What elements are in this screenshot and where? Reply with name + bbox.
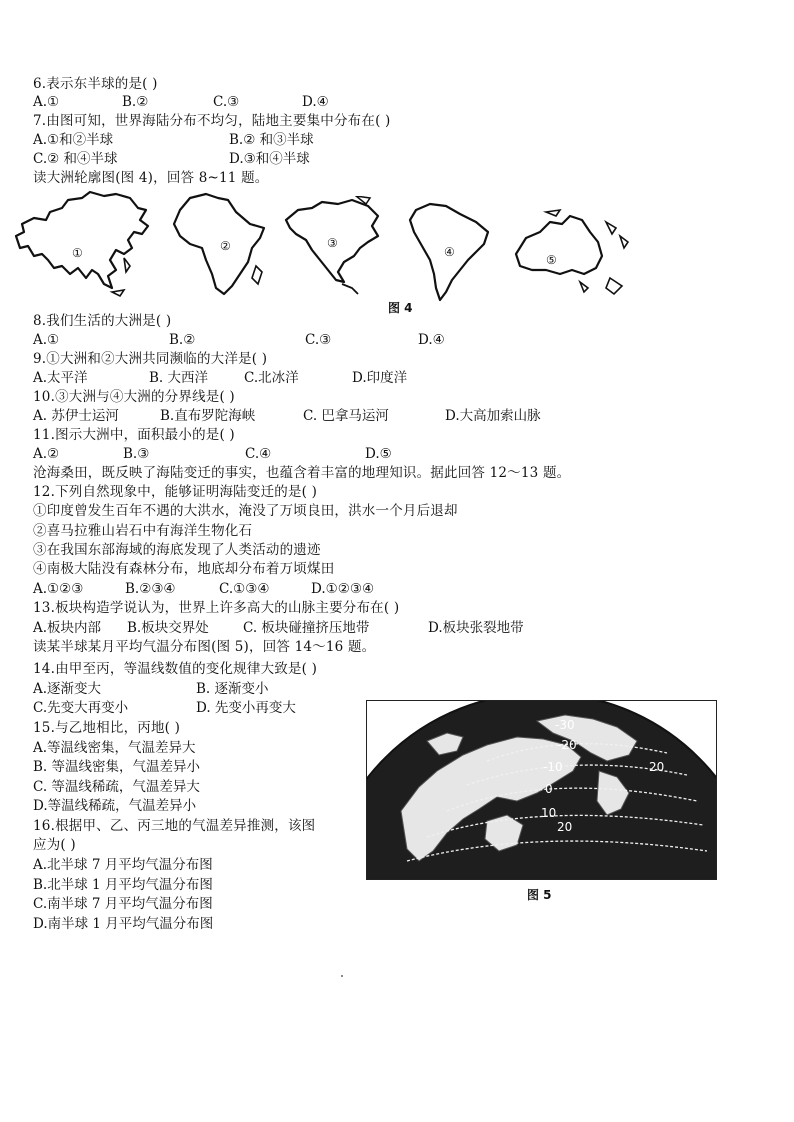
- q14-option-d: D. 先变小再变大: [196, 700, 296, 716]
- intro-fig4: 读大洲轮廓图(图 4)，回答 8~11 题。: [33, 170, 269, 186]
- q7-option-c: C.② 和④半球: [33, 151, 118, 167]
- isotherm-label-20-right: 20: [649, 760, 665, 774]
- continent-5-oceania-outline: [510, 208, 640, 300]
- q10-option-a: A. 苏伊士运河: [33, 408, 119, 424]
- q9-option-b: B. 大西洋: [149, 370, 209, 386]
- q7-option-b: B.② 和③半球: [229, 132, 314, 148]
- q13-option-b: B.板块交界处: [127, 620, 209, 636]
- fig5-label: 图 5: [527, 888, 552, 902]
- q8-option-b: B.②: [169, 332, 196, 348]
- q10-option-b: B.直布罗陀海峡: [160, 408, 256, 424]
- q16-option-d: D.南半球 1 月平均气温分布图: [33, 916, 214, 932]
- q10-option-c: C. 巴拿马运河: [303, 408, 389, 424]
- continent-marker-4: ④: [444, 245, 455, 259]
- q10-option-d: D.大高加索山脉: [445, 408, 541, 424]
- q9-option-d: D.印度洋: [352, 370, 408, 386]
- q11-option-c: C.④: [245, 446, 272, 462]
- q8-option-d: D.④: [418, 332, 445, 348]
- q12-option-b: B.②③④: [125, 581, 176, 597]
- q9-option-a: A.太平洋: [33, 370, 88, 386]
- q11-option-b: B.③: [123, 446, 150, 462]
- q14-stem: 14.由甲至丙，等温线数值的变化规律大致是( ): [33, 661, 318, 677]
- q16-stem-line1: 16.根据甲、乙、丙三地的气温差异推测，该图: [33, 818, 316, 834]
- q9-option-c: C.北冰洋: [244, 370, 299, 386]
- q7-option-a: A.①和②半球: [33, 132, 114, 148]
- q11-option-a: A.②: [33, 446, 60, 462]
- continent-marker-2: ②: [220, 239, 231, 253]
- q13-option-d: D.板块张裂地带: [428, 620, 524, 636]
- q7-option-d: D.③和④半球: [229, 151, 310, 167]
- continent-marker-1: ①: [72, 246, 83, 260]
- fig5-temperature-map: [366, 700, 717, 880]
- isotherm-label-10: 10: [541, 806, 557, 820]
- q12-option-a: A.①②③: [33, 581, 84, 597]
- continent-marker-5: ⑤: [546, 253, 557, 267]
- q12-item-1: ①印度曾发生百年不遇的大洪水，淹没了万顷良田，洪水一个月后退却: [33, 503, 458, 519]
- q8-option-c: C.③: [305, 332, 332, 348]
- q16-option-c: C.南半球 7 月平均气温分布图: [33, 896, 213, 912]
- q7-stem: 7.由图可知，世界海陆分布不均匀，陆地主要集中分布在( ): [33, 113, 391, 129]
- q15-option-a: A.等温线密集，气温差异大: [33, 740, 196, 756]
- q14-option-c: C.先变大再变小: [33, 700, 129, 716]
- intro-12-13: 沧海桑田，既反映了海陆变迁的事实，也蕴含着丰富的地理知识。据此回答 12～13 题。: [33, 465, 571, 481]
- q6-option-b: B.②: [122, 94, 149, 110]
- q6-option-d: D.④: [302, 94, 329, 110]
- q12-item-2: ②喜马拉雅山岩石中有海洋生物化石: [33, 523, 253, 539]
- scan-speck: [341, 975, 343, 977]
- q12-stem: 12.下列自然现象中，能够证明海陆变迁的是( ): [33, 484, 318, 500]
- isotherm-label-minus20: -20: [557, 738, 577, 752]
- q14-option-a: A.逐渐变大: [33, 681, 102, 697]
- isotherm-label-minus10: -10: [543, 760, 563, 774]
- q13-stem: 13.板块构造学说认为，世界上许多高大的山脉主要分布在( ): [33, 600, 400, 616]
- q16-stem-line2: 应为( ): [33, 837, 76, 853]
- q12-option-d: D.①②③④: [311, 581, 375, 597]
- fig4-label: 图 4: [388, 301, 413, 315]
- q15-option-d: D.等温线稀疏，气温差异小: [33, 798, 197, 814]
- q12-item-4: ④南极大陆没有森林分布，地底却分布着万顷煤田: [33, 561, 335, 577]
- intro-fig5: 读某半球某月平均气温分布图(图 5)，回答 14～16 题。: [33, 639, 376, 655]
- q12-item-3: ③在我国东部海域的海底发现了人类活动的遗迹: [33, 542, 321, 558]
- q15-option-c: C. 等温线稀疏，气温差异大: [33, 779, 200, 795]
- q12-option-c: C.①③④: [219, 581, 270, 597]
- q13-option-a: A.板块内部: [33, 620, 102, 636]
- q11-option-d: D.⑤: [365, 446, 392, 462]
- q16-option-b: B.北半球 1 月平均气温分布图: [33, 877, 213, 893]
- q14-option-b: B. 逐渐变小: [196, 681, 269, 697]
- q6-stem: 6.表示东半球的是( ): [33, 76, 158, 92]
- q16-option-a: A.北半球 7 月平均气温分布图: [33, 857, 213, 873]
- isotherm-label-20-left: 20: [557, 820, 573, 834]
- q15-option-b: B. 等温线密集，气温差异小: [33, 759, 201, 775]
- isotherm-label-0: 0: [545, 782, 553, 796]
- q8-stem: 8.我们生活的大洲是( ): [33, 313, 172, 329]
- q8-option-a: A.①: [33, 332, 60, 348]
- q15-stem: 15.与乙地相比，丙地( ): [33, 720, 181, 736]
- q10-stem: 10.③大洲与④大洲的分界线是( ): [33, 389, 235, 405]
- q9-stem: 9.①大洲和②大洲共同濒临的大洋是( ): [33, 351, 268, 367]
- q6-option-a: A.①: [33, 94, 60, 110]
- q6-option-c: C.③: [213, 94, 240, 110]
- continent-marker-3: ③: [327, 236, 338, 250]
- continent-1-asia-outline: [12, 188, 158, 298]
- q13-option-c: C. 板块碰撞挤压地带: [243, 620, 370, 636]
- isotherm-label-minus30: -30: [555, 718, 575, 732]
- q11-stem: 11.图示大洲中，面积最小的是( ): [33, 427, 235, 443]
- fig5-map-graphic: [367, 701, 716, 879]
